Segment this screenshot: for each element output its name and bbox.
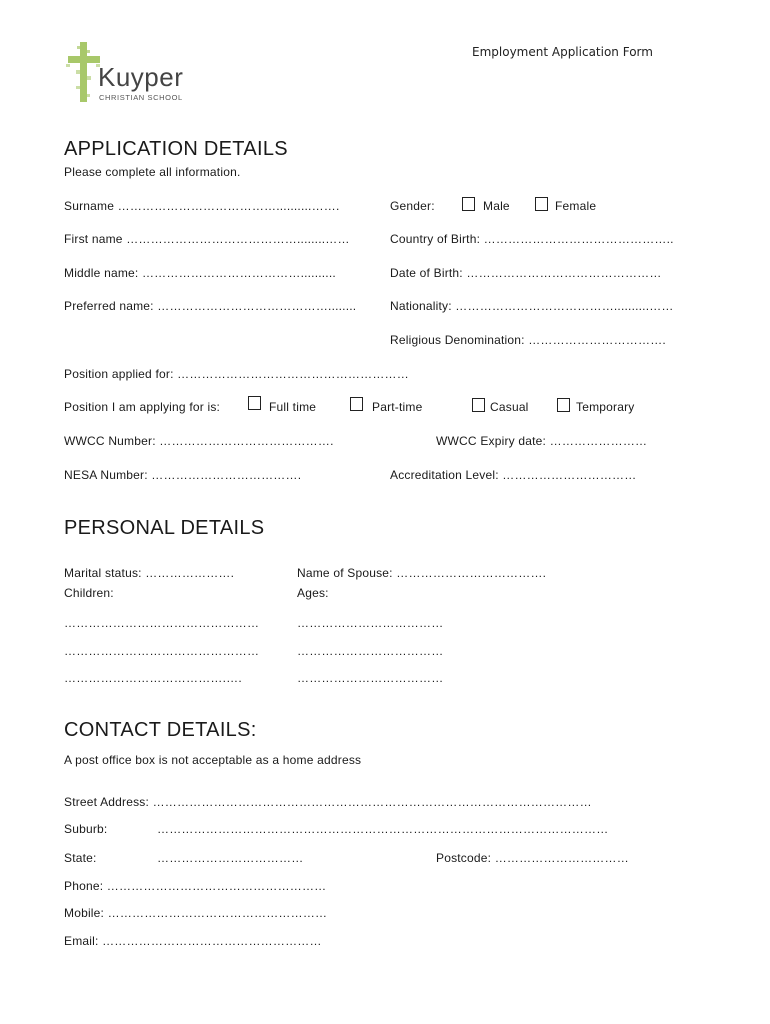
suburb-field[interactable]: ………………………………………………………………………………………………… (157, 822, 609, 836)
date-of-birth-field[interactable]: Date of Birth: ………………………………………… (390, 266, 662, 280)
contact-details-heading: CONTACT DETAILS: (64, 719, 257, 741)
mobile-field[interactable]: Mobile: ……………………………………………… (64, 906, 328, 920)
age-line[interactable]: ……………………………… (297, 616, 444, 630)
contact-note: A post office box is not acceptable as a home address (64, 753, 362, 767)
casual-checkbox[interactable] (472, 398, 485, 412)
suburb-label: Suburb: (64, 822, 108, 836)
temporary-checkbox[interactable] (557, 398, 570, 412)
female-label: Female (555, 199, 597, 213)
cross-logo-icon (66, 42, 100, 102)
nationality-field[interactable]: Nationality: …………………………………..........…… (390, 299, 674, 313)
female-checkbox[interactable] (535, 197, 548, 211)
full-time-label: Full time (269, 400, 317, 414)
child-line[interactable]: ………………………………………… (64, 616, 260, 630)
children-label: Children: (64, 586, 114, 600)
email-field[interactable]: Email: ……………………………………………… (64, 934, 322, 948)
part-time-checkbox[interactable] (350, 397, 363, 411)
preferred-name-field[interactable]: Preferred name: ……………………………………........ (64, 299, 357, 313)
age-line[interactable]: ……………………………… (297, 671, 444, 685)
school-logo (66, 42, 196, 104)
country-of-birth-field[interactable]: Country of Birth: ……………………………………….. (390, 232, 674, 246)
temporary-label: Temporary (576, 400, 635, 414)
male-label: Male (483, 199, 510, 213)
part-time-label: Part-time (372, 400, 423, 414)
wwcc-expiry-field[interactable]: WWCC Expiry date: …………………… (436, 434, 648, 448)
full-time-checkbox[interactable] (248, 396, 261, 410)
gender-label: Gender: (390, 199, 435, 213)
position-type-label: Position I am applying for is: (64, 400, 221, 414)
accreditation-level-field[interactable]: Accreditation Level: …………………………… (390, 468, 637, 482)
male-checkbox[interactable] (462, 197, 475, 211)
state-label: State: (64, 851, 97, 865)
child-line[interactable]: ………………………………….…. (64, 671, 242, 685)
child-line[interactable]: ………………………………………… (64, 644, 260, 658)
street-address-field[interactable]: Street Address: ……………………………………………………………………………………………… (64, 795, 592, 809)
state-field[interactable]: ……………………………… (157, 851, 304, 865)
middle-name-field[interactable]: Middle name: ………………………………….......... (64, 266, 336, 280)
document-title: Employment Application Form (472, 45, 653, 59)
application-intro: Please complete all information. (64, 165, 241, 179)
wwcc-number-field[interactable]: WWCC Number: ……………………………………. (64, 434, 334, 448)
first-name-field[interactable]: First name ……………………………………........…… (64, 232, 350, 246)
age-line[interactable]: ……………………………… (297, 644, 444, 658)
logo-subtitle: CHRISTIAN SCHOOL (99, 93, 183, 102)
casual-label: Casual (490, 400, 529, 414)
surname-field[interactable]: Surname …………………………………..........……. (64, 199, 340, 213)
religious-denomination-field[interactable]: Religious Denomination: ……………………………. (390, 333, 666, 347)
postcode-field[interactable]: Postcode: …………………………… (436, 851, 629, 865)
personal-details-heading: PERSONAL DETAILS (64, 517, 265, 539)
ages-label: Ages: (297, 586, 329, 600)
spouse-name-field[interactable]: Name of Spouse: ………………………………. (297, 566, 547, 580)
application-details-heading: APPLICATION DETAILS (64, 138, 288, 160)
position-applied-field[interactable]: Position applied for: ………………………………………………… (64, 367, 409, 381)
phone-field[interactable]: Phone: ……………………………………………… (64, 879, 327, 893)
logo-name: Kuyper (98, 62, 184, 92)
marital-status-field[interactable]: Marital status: …………………. (64, 566, 235, 580)
nesa-number-field[interactable]: NESA Number: ………………………………. (64, 468, 302, 482)
